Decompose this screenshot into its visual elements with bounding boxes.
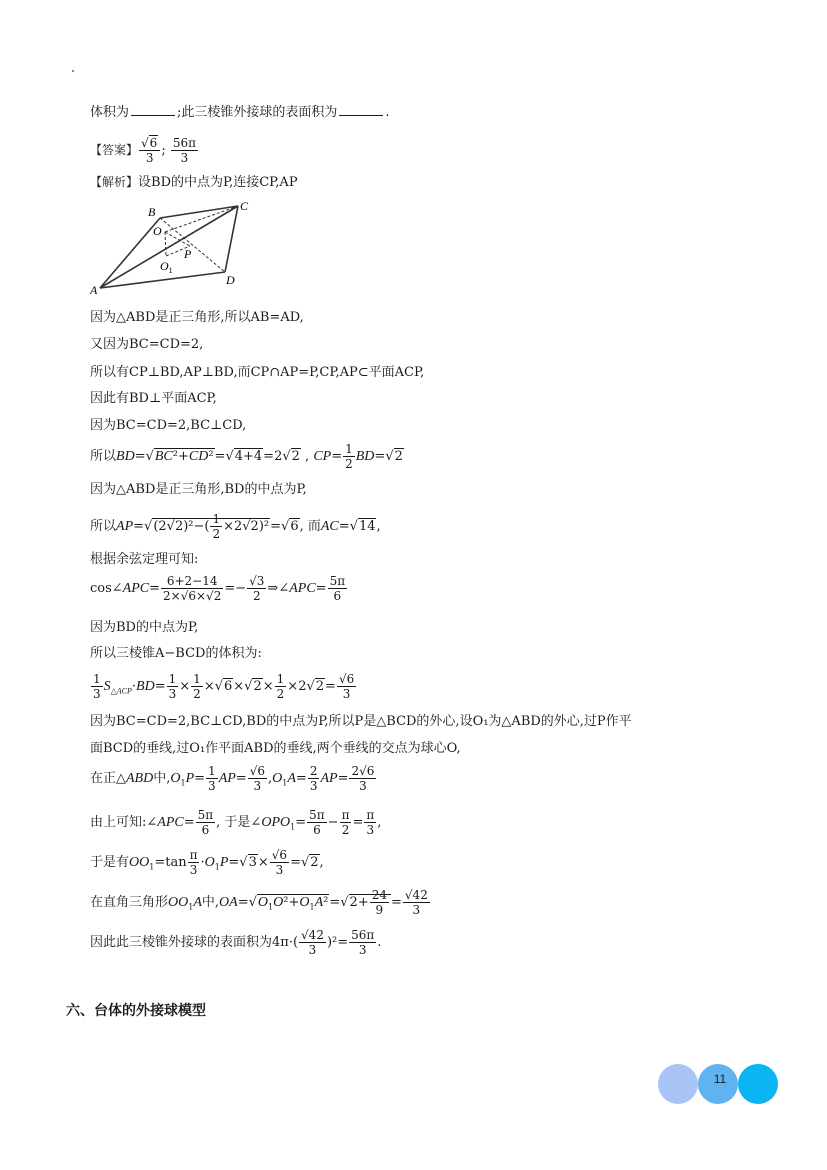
question-line: 体积为 ;此三棱锥外接球的表面积为 . (90, 105, 390, 120)
solution-line-11: 因为BD的中点为P, (90, 620, 199, 635)
label-P: P (184, 247, 192, 261)
label-O1: $O_1$ (160, 259, 173, 275)
label-O: O (153, 224, 162, 238)
formula-o1p: 在正△ABD中$,O_1P=$ $\frac{1}{3}$ AP= $\frac{√6}{3}$ $,O_1A=$ $\frac{2}{3}$ AP= $\frac{2√6}{3}$ (90, 764, 375, 793)
label-A: A (90, 283, 98, 296)
label-C: C (240, 199, 249, 213)
solution-line-3: 所以有CP⊥BD,AP⊥BD,而CP∩AP=P,CP,AP⊂平面ACP, (90, 365, 425, 380)
solution-line-12: 所以三棱锥A−BCD的体积为: (90, 646, 262, 661)
stray-dot (72, 70, 74, 72)
solution-line-4: 因此有BD⊥平面ACP, (90, 391, 217, 406)
formula-cos: cos∠APC= $\frac{6+2-14}{2\times√6\times√2}$ =− $\frac{√3}{2}$ ⇒∠APC= $\frac{5\pi}{6}$ (90, 574, 346, 603)
solution-line-9: 根据余弦定理可知: (90, 552, 199, 567)
formula-surface: 因此此三棱锥外接球的表面积为4π·( $\frac{√42}{3}$ )²= $\frac{56\pi}{3}$ . (90, 928, 382, 957)
formula-oo1: 于是有$OO_1=\tan$ $\frac{\pi}{3}$ $\cdot O_1P=√3\times$ $\frac{√6}{3}$ =√2, (90, 848, 324, 877)
analysis-line: 【解析】设BD的中点为P,连接CP,AP (90, 175, 298, 190)
label-B: B (148, 205, 156, 219)
label-D: D (226, 273, 235, 287)
solution-line-2: 又因为BC=CD=2, (90, 337, 204, 352)
solution-line-7: 因为△ABD是正三角形,BD的中点为P, (90, 482, 307, 497)
formula-volume: $\frac{1}{3}$ $S_{\triangle ACP}\cdot BD=$ $\frac{1}{3}$ × $\frac{1}{2}$ ×√6×√2× $\frac{1}{2}$ ×2√2= $\frac{√6}{3}$ (93, 672, 355, 701)
page-circle-left (658, 1064, 698, 1104)
tetrahedron-diagram (90, 196, 260, 296)
solution-line-14: 因为BC=CD=2,BC⊥CD,BD的中点为P,所以P是△BCD的外心,设O₁为△ABD的外心,过P作平 (90, 714, 632, 729)
formula-bd-cp: 所以BD=√BC²+CD²=√4+4=2√2 , CP= $\frac{1}{2}$ BD=√2 (90, 442, 403, 471)
solution-line-5: 因为BC=CD=2,BC⊥CD, (90, 418, 247, 433)
page-circle-right (738, 1064, 778, 1104)
answer-line: 【答案】 $\frac{√6}{3}$ ; $\frac{56\pi}{3}$ (90, 136, 196, 165)
formula-angle: 由上可知:∠APC= $\frac{5\pi}{6}$ , 于是$\angle OPO_1=$ $\frac{5\pi}{6}$ − $\frac{\pi}{2}$ = $\frac{\pi}{3}$ , (90, 808, 382, 837)
solution-line-15: 面BCD的垂线,过O₁作平面ABD的垂线,两个垂线的交点为球心O, (90, 741, 461, 756)
section-heading: 六、台体的外接球模型 (66, 1003, 206, 1019)
page-number: 11 (713, 1072, 727, 1086)
formula-ap: 所以AP=√(2√2)²−( $\frac{1}{2}$ ×2√2)²=√6, 而AC=√14, (90, 512, 381, 541)
solution-line-1: 因为△ABD是正三角形,所以AB=AD, (90, 310, 304, 325)
formula-oa: 在直角三角形$OO_1A$中$,OA=√O_1O^2+O_1A^2=√2+$ $\frac{24}{9}$ = $\frac{√42}{3}$ (90, 888, 428, 917)
